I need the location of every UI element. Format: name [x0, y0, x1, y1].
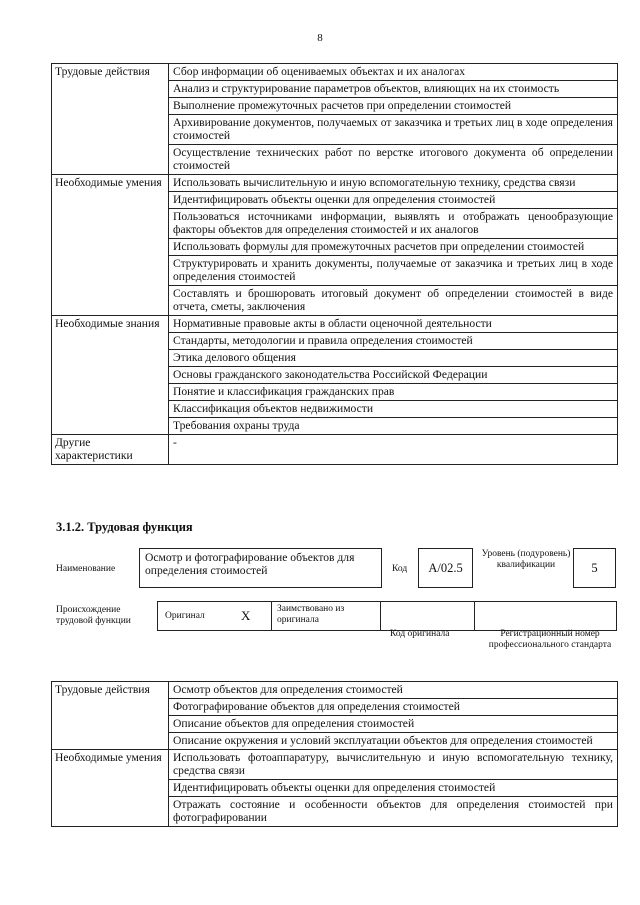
page-number: 8 [317, 32, 323, 44]
borrowed-label: Заимствовано из оригинала [271, 601, 381, 631]
group-label-cell [52, 145, 169, 175]
table-row [52, 401, 618, 418]
table-row [52, 682, 618, 699]
table-row [52, 192, 618, 209]
group-label-cell [52, 797, 169, 827]
table-top-body [52, 64, 618, 465]
code-value: А/02.5 [418, 548, 473, 588]
group-label-cell [52, 401, 169, 418]
group-label-cell [52, 384, 169, 401]
code-label: Код [392, 564, 408, 574]
group-item: Осуществление технических работ по верстке итогового документа об определении стоимостей [169, 145, 618, 175]
group-label-cell [52, 192, 169, 209]
group-item: Выполнение промежуточных расчетов при определении стоимостей [169, 98, 618, 115]
table-row [52, 699, 618, 716]
group-item: Использовать фотоаппаратуру, вычислительную и иную вспомогательную технику, средства связи [169, 750, 618, 780]
table-row [52, 367, 618, 384]
group-item: Требования охраны труда [169, 418, 618, 435]
regnum-label: Регистрационный номер профессионального стандарта [488, 629, 612, 650]
group-label-cell [52, 780, 169, 797]
group-item: Понятие и классификация гражданских прав [169, 384, 618, 401]
group-label-cell [52, 115, 169, 145]
table-row [52, 435, 618, 465]
group-item: Структурировать и хранить документы, получаемые от заказчика и третьих лиц в ходе определения стоимостей [169, 256, 618, 286]
group-label-cell [52, 239, 169, 256]
group-item: Анализ и структурирование параметров объектов, влияющих на их стоимость [169, 81, 618, 98]
group-item: Описание объектов для определения стоимостей [169, 716, 618, 733]
table-row [52, 384, 618, 401]
group-item: Основы гражданского законодательства Российской Федерации [169, 367, 618, 384]
group-item: - [169, 435, 618, 465]
group-label-cell [52, 733, 169, 750]
table-row [52, 145, 618, 175]
origin-label: Происхождение трудовой функции [56, 605, 131, 626]
group-item: Этика делового общения [169, 350, 618, 367]
table-bottom-body [52, 682, 618, 827]
name-value: Осмотр и фотографирование объектов для определения стоимостей [139, 548, 382, 588]
group-item: Нормативные правовые акты в области оценочной деятельности [169, 316, 618, 333]
table-row [52, 350, 618, 367]
table-row [52, 418, 618, 435]
group-item: Использовать формулы для промежуточных расчетов при определении стоимостей [169, 239, 618, 256]
table-row [52, 81, 618, 98]
regnum-box [474, 601, 617, 631]
code-original-box [380, 601, 475, 631]
group-label-cell [52, 367, 169, 384]
group-label-cell [52, 350, 169, 367]
table-row [52, 64, 618, 81]
group-label-cell [52, 98, 169, 115]
level-label: Уровень (подуровень) квалификации [481, 549, 571, 570]
group-label: Необходимые умения [52, 175, 169, 192]
origin-original-box [157, 601, 272, 631]
group-item: Архивирование документов, получаемых от заказчика и третьих лиц в ходе определения стоимостей [169, 115, 618, 145]
code-original-label: Код оригинала [390, 629, 450, 639]
group-item: Фотографирование объектов для определения стоимостей [169, 699, 618, 716]
group-label-cell [52, 286, 169, 316]
section-heading: 3.1.2. Трудовая функция [56, 520, 193, 534]
table-row [52, 780, 618, 797]
table-row [52, 115, 618, 145]
group-label: Трудовые действия [52, 682, 169, 699]
table-row [52, 316, 618, 333]
table-row [52, 797, 618, 827]
group-label: Необходимые умения [52, 750, 169, 780]
group-item: Сбор информации об оцениваемых объектах и их аналогах [169, 64, 618, 81]
group-item: Использовать вычислительную и иную вспомогательную технику, средства связи [169, 175, 618, 192]
group-label-cell [52, 256, 169, 286]
group-item: Идентифицировать объекты оценки для определения стоимостей [169, 780, 618, 797]
labor-functions-table-top [51, 63, 618, 465]
table-row [52, 209, 618, 239]
group-item: Отражать состояние и особенности объектов для определения стоимостей при фотографировании [169, 797, 618, 827]
name-label: Наименование [56, 564, 116, 574]
table-row [52, 716, 618, 733]
table-row [52, 256, 618, 286]
group-item: Пользоваться источниками информации, выявлять и отображать ценообразующие факторы объектов для определения стоимостей и их аналогов [169, 209, 618, 239]
table-row [52, 239, 618, 256]
group-label-cell [52, 418, 169, 435]
table-row [52, 98, 618, 115]
group-item: Классификация объектов недвижимости [169, 401, 618, 418]
group-item: Описание окружения и условий эксплуатации объектов для определения стоимостей [169, 733, 618, 750]
group-label: Необходимые знания [52, 316, 169, 333]
table-row [52, 333, 618, 350]
table-row [52, 175, 618, 192]
group-label-cell [52, 81, 169, 98]
table-row [52, 286, 618, 316]
level-value: 5 [573, 548, 616, 588]
group-item: Идентифицировать объекты оценки для определения стоимостей [169, 192, 618, 209]
labor-functions-table-bottom [51, 681, 618, 827]
group-label: Трудовые действия [52, 64, 169, 81]
group-label-cell [52, 333, 169, 350]
group-label-cell [52, 716, 169, 733]
group-label: Другие характеристики [52, 435, 169, 465]
table-row [52, 733, 618, 750]
table-row [52, 750, 618, 780]
group-item: Составлять и брошюровать итоговый документ об определении стоимостей в виде отчета, сметы, заключения [169, 286, 618, 316]
group-item: Стандарты, методологии и правила определения стоимостей [169, 333, 618, 350]
group-label-cell [52, 209, 169, 239]
origin-original-mark: X [241, 608, 251, 623]
group-item: Осмотр объектов для определения стоимостей [169, 682, 618, 699]
origin-original-label: Оригинал [165, 611, 205, 621]
group-label-cell [52, 699, 169, 716]
